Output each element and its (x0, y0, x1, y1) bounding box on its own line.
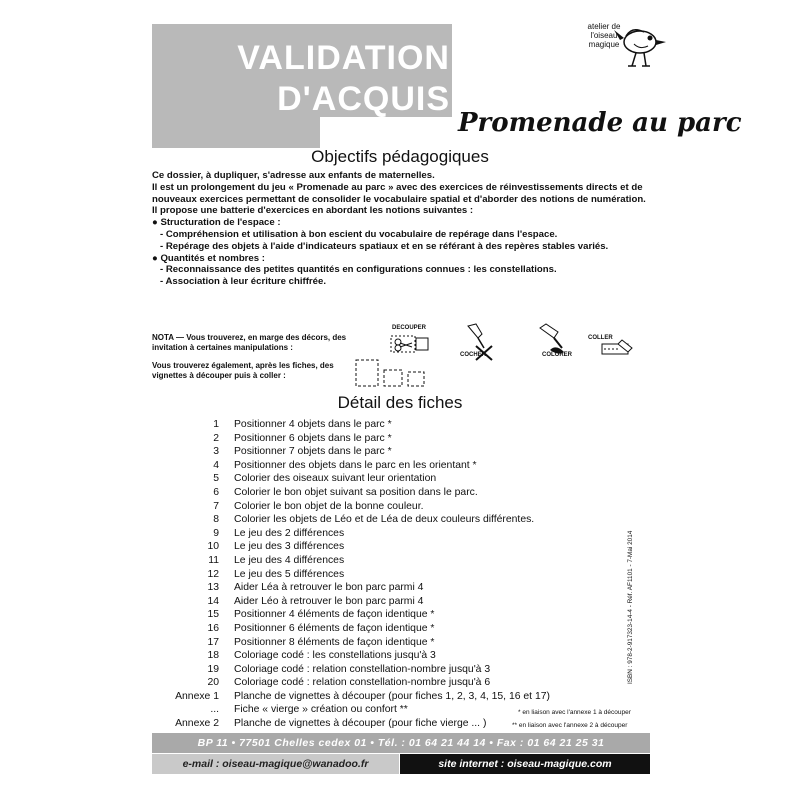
fiche-number: 7 (213, 500, 219, 512)
fiche-text: Positionner 6 objets dans le parc * (234, 432, 392, 444)
fiche-text: Planche de vignettes à découper (pour fiches 1, 2, 3, 4, 15, 16 et 17) (234, 690, 550, 702)
bird-icon (612, 20, 668, 70)
list-item (160, 595, 660, 609)
logo-text: atelier de l'oiseau magique (587, 22, 621, 49)
fiche-number: 10 (207, 541, 219, 553)
nota-block (152, 333, 352, 389)
fiche-text: Coloriage codé : les constellations jusqu'à 3 (234, 650, 436, 662)
footer-email[interactable]: e-mail : oiseau-magique@wanadoo.fr (152, 754, 399, 774)
detail-heading: Détail des fiches (337, 393, 463, 412)
list-item (160, 636, 660, 650)
fiche-text: Planche de vignettes à découper (pour fiche vierge ... ) (234, 718, 487, 730)
list-item (160, 472, 660, 486)
fiche-text: Coloriage codé : relation constellation-nombre jusqu'à 3 (234, 663, 491, 675)
fiche-text: Positionner 6 éléments de façon identique * (234, 622, 435, 634)
list-item (160, 690, 660, 704)
fiche-number: 1 (213, 419, 219, 430)
fiche-text: Colorier des oiseaux suivant leur orientation (234, 473, 437, 485)
list-item (160, 540, 660, 554)
sub-item: - Association à leur écriture chiffrée. (160, 276, 326, 288)
fiche-text: Coloriage codé : relation constellation-nombre jusqu'à 6 (234, 677, 491, 689)
list-item (160, 500, 660, 514)
fiche-text: Colorier le bon objet de la bonne couleur. (234, 500, 424, 512)
footer-address: BP 11 • 77501 Chelles cedex 01 • Tél. : 01 64 21 44 14 • Fax : 01 64 21 25 31 (152, 733, 650, 753)
list-item (160, 608, 660, 622)
fiche-number: Annexe 2 (175, 718, 219, 730)
bullet-item: ● Structuration de l'espace : (152, 217, 281, 229)
objectifs-heading: Objectifs pédagogiques (311, 147, 489, 166)
list-item (160, 676, 660, 690)
page-title (200, 38, 450, 120)
scissors-icon (390, 334, 430, 354)
fiche-text: Positionner 4 éléments de façon identique * (234, 609, 435, 621)
coller-label: COLLER (588, 335, 613, 341)
list-item (160, 459, 660, 473)
sub-item: - Repérage des objets à l'aide d'indicateurs spatiaux et en se référant à des repères stables variés. (160, 240, 609, 252)
fiche-number: 13 (207, 582, 219, 594)
intro-paragraph: Il propose une batterie d'exercices en abordant les notions suivantes : (152, 205, 474, 217)
fiche-text: Positionner 7 objets dans le parc * (234, 446, 392, 458)
fiche-number: 20 (207, 677, 219, 689)
fiche-text: Le jeu des 2 différences (234, 527, 345, 539)
list-item (160, 554, 660, 568)
glue-icon (600, 334, 634, 358)
fiche-number: 5 (213, 473, 219, 485)
list-item (160, 663, 660, 677)
fiche-text: Le jeu des 3 différences (234, 541, 345, 553)
fiche-number: 17 (207, 636, 219, 648)
list-item (160, 513, 660, 527)
sub-item: - Reconnaissance des petites quantités en configurations connues : les constellations. (160, 264, 557, 276)
fiche-text: Fiche « vierge » création ou confort ** (234, 704, 408, 716)
nota-text: Vous trouverez également, après les fiches, des vignettes à découper puis à coller : (152, 361, 334, 380)
fiche-text: Colorier les objets de Léo et de Léa de deux couleurs différentes. (234, 514, 535, 526)
fiche-number: ... (210, 704, 219, 716)
fiche-text: Positionner des objets dans le parc en les orientant * (234, 459, 477, 471)
isbn-text: ISBN : 978-2-917323-14-4 - Réf. AF1101 - 7-Mai 2014 (627, 530, 634, 684)
fiche-number: 3 (213, 446, 219, 458)
game-title: Promenade au parc (458, 108, 742, 138)
colorer-label: COLORER (542, 352, 572, 358)
intro-paragraph: Il est un prolongement du jeu « Promenade au parc » avec des exercices de réinvestissements directs et de nouveaux exercices permettant de consolider le vocabulaire spatial et d'aborder des notions de numération. (152, 181, 646, 205)
cocher-label: COCHER (460, 352, 487, 358)
list-item (160, 445, 660, 459)
fiche-number: 4 (213, 459, 219, 471)
cut-boxes-icon (354, 358, 428, 388)
fiche-number: 19 (207, 663, 219, 675)
list-item (160, 568, 660, 582)
footnote-2: ** en liaison avec l'annexe 2 à découper (512, 722, 628, 729)
objectifs-text (152, 170, 672, 288)
fiche-number: 15 (207, 609, 219, 621)
fiche-number: Annexe 1 (175, 690, 219, 702)
footnote-1: * en liaison avec l'annexe 1 à découper (518, 709, 631, 716)
list-item (160, 622, 660, 636)
subtitle: du jeu (382, 118, 424, 135)
nota-text: NOTA — Vous trouverez, en marge des décors, des invitation à certaines manipulations : (152, 333, 347, 352)
fiche-text: Le jeu des 5 différences (234, 568, 345, 580)
list-item (160, 432, 660, 446)
footer-website[interactable]: site internet : oiseau-magique.com (400, 754, 650, 774)
fiche-number: 2 (213, 432, 219, 444)
intro-paragraph: Ce dossier, à dupliquer, s'adresse aux enfants de maternelles. (152, 170, 435, 181)
fiche-number: 8 (213, 514, 219, 526)
fiche-text: Positionner 4 objets dans le parc * (234, 419, 392, 430)
isbn-label (627, 508, 637, 688)
list-item (160, 649, 660, 663)
list-item (160, 527, 660, 541)
fiche-text: Positionner 8 éléments de façon identique * (234, 636, 435, 648)
decouper-label: DECOUPER (392, 325, 427, 331)
list-item (160, 581, 660, 595)
title-line-2: D'ACQUIS (277, 80, 450, 118)
fiche-number: 18 (207, 650, 219, 662)
fiche-text: Aider Léa à retrouver le bon parc parmi 4 (234, 582, 424, 594)
list-item (160, 418, 660, 432)
fiches-list (160, 418, 660, 731)
fiche-text: Le jeu des 4 différences (234, 554, 345, 566)
fiche-number: 16 (207, 622, 219, 634)
sub-item: - Compréhension et utilisation à bon escient du vocabulaire de repérage dans l'espace. (160, 228, 558, 240)
title-line-1: VALIDATION (237, 39, 450, 77)
fiche-number: 6 (213, 486, 219, 498)
fiche-number: 11 (208, 554, 219, 566)
fiche-number: 14 (207, 595, 219, 607)
list-item (160, 486, 660, 500)
fiche-number: 9 (213, 527, 219, 539)
fiche-text: Aider Léo à retrouver le bon parc parmi 4 (234, 595, 424, 607)
fiche-number: 12 (207, 568, 219, 580)
bullet-item: ● Quantités et nombres : (152, 252, 265, 264)
fiche-text: Colorier le bon objet suivant sa position dans le parc. (234, 486, 478, 498)
